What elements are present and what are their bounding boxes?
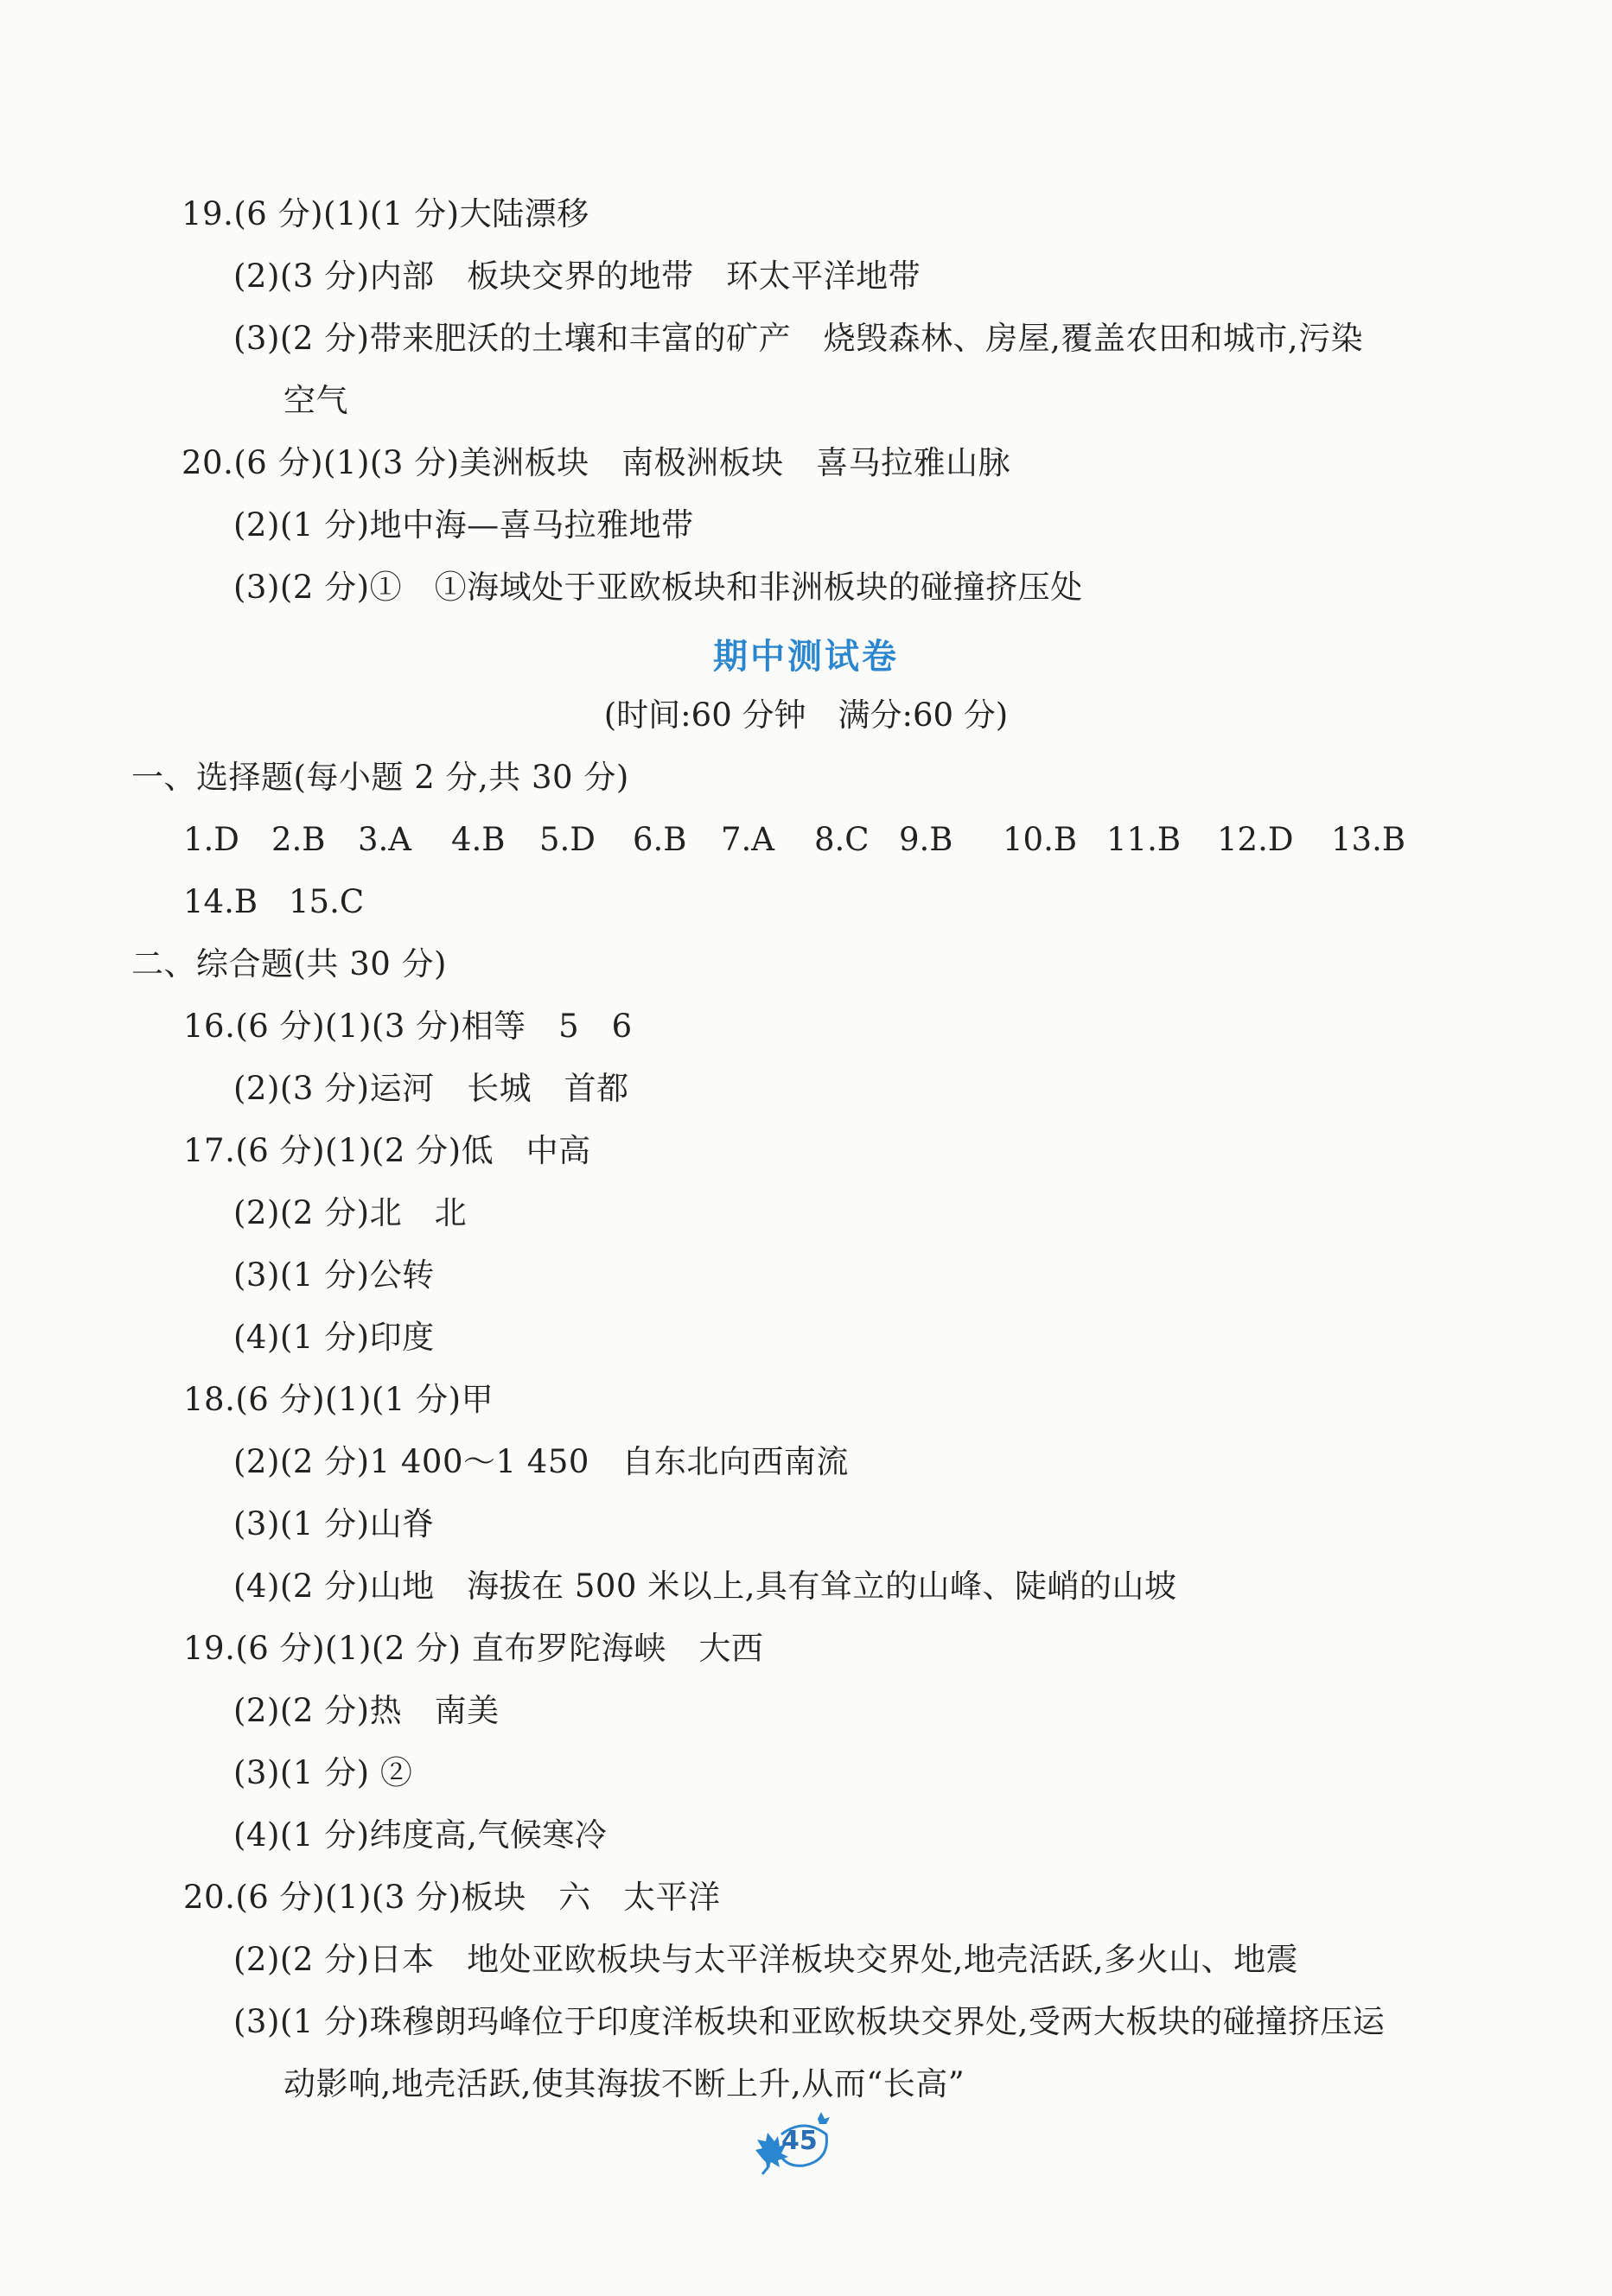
mc-answer: 3.A xyxy=(358,821,412,858)
answer-17-line4: (4)(1 分)印度 xyxy=(233,1319,435,1356)
mc-answer: 14.B xyxy=(183,883,258,920)
section1-heading: 一、选择题(每小题 2 分,共 30 分) xyxy=(131,759,629,796)
answer-16-line1: 16.(6 分)(1)(3 分)相等 5 6 xyxy=(183,1008,633,1045)
mc-answer: 10.B xyxy=(1003,821,1078,858)
answer-19b-line4: (4)(1 分)纬度高,气候寒冷 xyxy=(233,1816,608,1854)
mc-answer: 1.D xyxy=(183,821,239,858)
answer-20-line3: (3)(2 分)① ①海域处于亚欧板块和非洲板块的碰撞挤压处 xyxy=(233,569,1083,606)
mc-answer: 5.D xyxy=(539,821,596,858)
mc-answers-row1 xyxy=(0,819,1612,861)
mc-answer: 13.B xyxy=(1331,821,1406,858)
answer-20b-line3: (3)(1 分)珠穆朗玛峰位于印度洋板块和亚欧板块交界处,受两大板块的碰撞挤压运 xyxy=(233,2003,1386,2040)
answer-20b-line1: 20.(6 分)(1)(3 分)板块 六 太平洋 xyxy=(183,1879,721,1916)
answer-20-line2: (2)(1 分)地中海—喜马拉雅地带 xyxy=(233,506,694,544)
answer-18-line2: (2)(2 分)1 400～1 450 自东北向西南流 xyxy=(233,1443,849,1480)
answer-18-line1: 18.(6 分)(1)(1 分)甲 xyxy=(183,1381,494,1418)
answer-19-line2: (2)(3 分)内部 板块交界的地带 环太平洋地带 xyxy=(233,258,921,295)
answer-17-line2: (2)(2 分)北 北 xyxy=(233,1194,468,1231)
answer-19b-line1: 19.(6 分)(1)(2 分) 直布罗陀海峡 大西 xyxy=(183,1630,764,1667)
mc-answer: 12.D xyxy=(1217,821,1294,858)
mc-answer: 4.B xyxy=(451,821,506,858)
answer-19-line3: (3)(2 分)带来肥沃的土壤和丰富的矿产 烧毁森林、房屋,覆盖农田和城市,污染 xyxy=(233,320,1364,357)
answer-20-line1: 20.(6 分)(1)(3 分)美洲板块 南极洲板块 喜马拉雅山脉 xyxy=(182,444,1011,481)
mc-answer: 11.B xyxy=(1106,821,1182,858)
answer-20b-line4: 动影响,地壳活跃,使其海拔不断上升,从而“长高” xyxy=(284,2065,965,2102)
exam-title: 期中测试卷 xyxy=(713,637,899,677)
answer-17-line1: 17.(6 分)(1)(2 分)低 中高 xyxy=(183,1132,591,1169)
answer-18-line3: (3)(1 分)山脊 xyxy=(233,1505,435,1542)
answer-20b-line2: (2)(2 分)日本 地处亚欧板块与太平洋板块交界处,地壳活跃,多火山、地震 xyxy=(233,1941,1299,1978)
answer-19b-line3: (3)(1 分) ② xyxy=(233,1754,413,1791)
section2-heading: 二、综合题(共 30 分) xyxy=(131,945,447,983)
exam-subtitle: (时间:60 分钟 满分:60 分) xyxy=(603,696,1009,734)
mc-answer: 6.B xyxy=(633,821,687,858)
mc-answer: 8.C xyxy=(814,821,870,858)
mc-answer: 7.A xyxy=(721,821,775,858)
answer-19-line4: 空气 xyxy=(284,382,348,419)
page-number-badge xyxy=(743,2108,838,2178)
answer-18-line4: (4)(2 分)山地 海拔在 500 米以上,具有耸立的山峰、陡峭的山坡 xyxy=(233,1568,1177,1605)
answer-16-line2: (2)(3 分)运河 长城 首都 xyxy=(233,1070,629,1107)
answer-19-line1: 19.(6 分)(1)(1 分)大陆漂移 xyxy=(182,195,589,232)
answer-19b-line2: (2)(2 分)热 南美 xyxy=(233,1692,500,1729)
page-number: 45 xyxy=(781,2126,818,2156)
mc-answer: 2.B xyxy=(271,821,326,858)
mc-answer: 15.C xyxy=(289,883,365,920)
mc-answer: 9.B xyxy=(899,821,953,858)
mc-answers-row2 xyxy=(0,881,1612,923)
answer-17-line3: (3)(1 分)公转 xyxy=(233,1256,435,1294)
